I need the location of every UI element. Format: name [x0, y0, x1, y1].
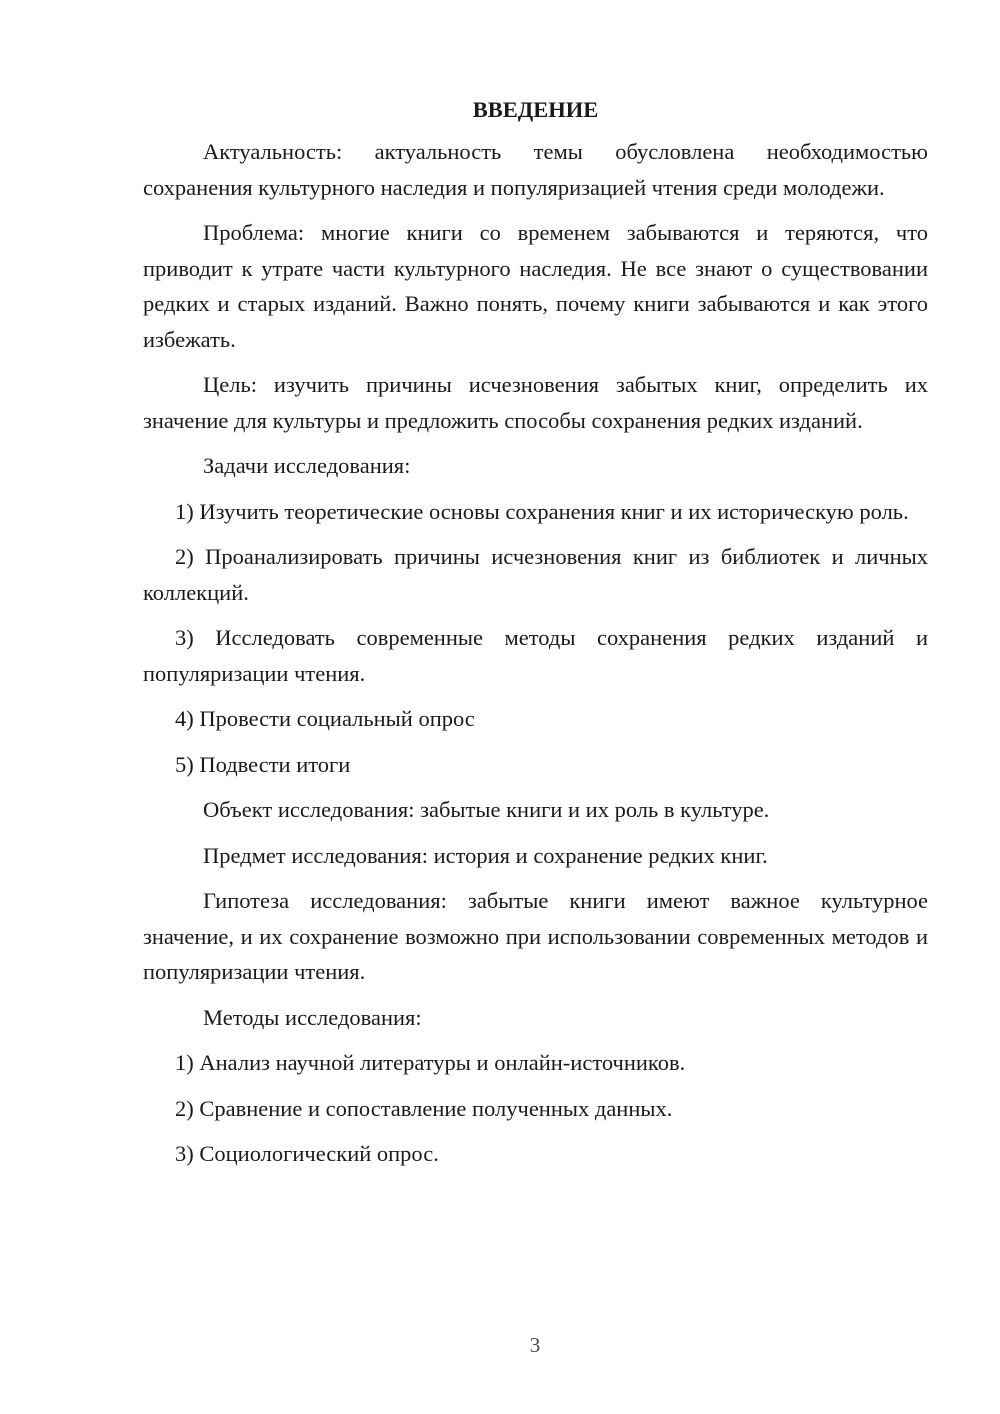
subject-paragraph: Предмет исследования: история и сохранение редких книг.: [203, 842, 768, 868]
list-item: 3) Исследовать современные методы сохранения редких изданий и популяризации чтения.: [143, 625, 928, 686]
document-body: [143, 92, 928, 1172]
hypothesis-paragraph: Гипотеза исследования: забытые книги имеют важное культурное значение, и их сохранение возможно при использовании современных методов и популяризации чтения.: [143, 888, 928, 984]
methods-heading: Методы исследования:: [203, 1004, 422, 1030]
tasks-list: [143, 494, 928, 783]
list-item: 1) Анализ научной литературы и онлайн-источников.: [175, 1050, 686, 1075]
relevance-paragraph: Актуальность: актуальность темы обусловлена необходимостью сохранения культурного наследия и популяризацией чтения среди молодежи.: [143, 139, 928, 200]
problem-paragraph: Проблема: многие книги со временем забываются и теряются, что приводит к утрате части культурного наследия. Не все знают о существовании редких и старых изданий. Важно понять, почему книги забываются и как этого избежать.: [143, 220, 928, 352]
goal-paragraph: Цель: изучить причины исчезновения забытых книг, определить их значение для культуры и предложить способы сохранения редких изданий.: [143, 372, 928, 433]
section-title: ВВЕДЕНИЕ: [472, 97, 599, 122]
page-number: 3: [529, 1333, 541, 1357]
list-item: 2) Проанализировать причины исчезновения книг из библиотек и личных коллекций.: [143, 544, 928, 605]
list-item: 2) Сравнение и сопоставление полученных данных.: [175, 1095, 673, 1121]
methods-list: [143, 1045, 928, 1172]
list-item: 4) Провести социальный опрос: [175, 706, 475, 731]
tasks-heading: Задачи исследования:: [203, 453, 411, 478]
list-item: 5) Подвести итоги: [175, 751, 351, 777]
object-paragraph: Объект исследования: забытые книги и их роль в культуре.: [203, 797, 770, 822]
list-item: 3) Социологический опрос.: [175, 1141, 439, 1166]
list-item: 1) Изучить теоретические основы сохранения книг и их историческую роль.: [175, 498, 909, 524]
